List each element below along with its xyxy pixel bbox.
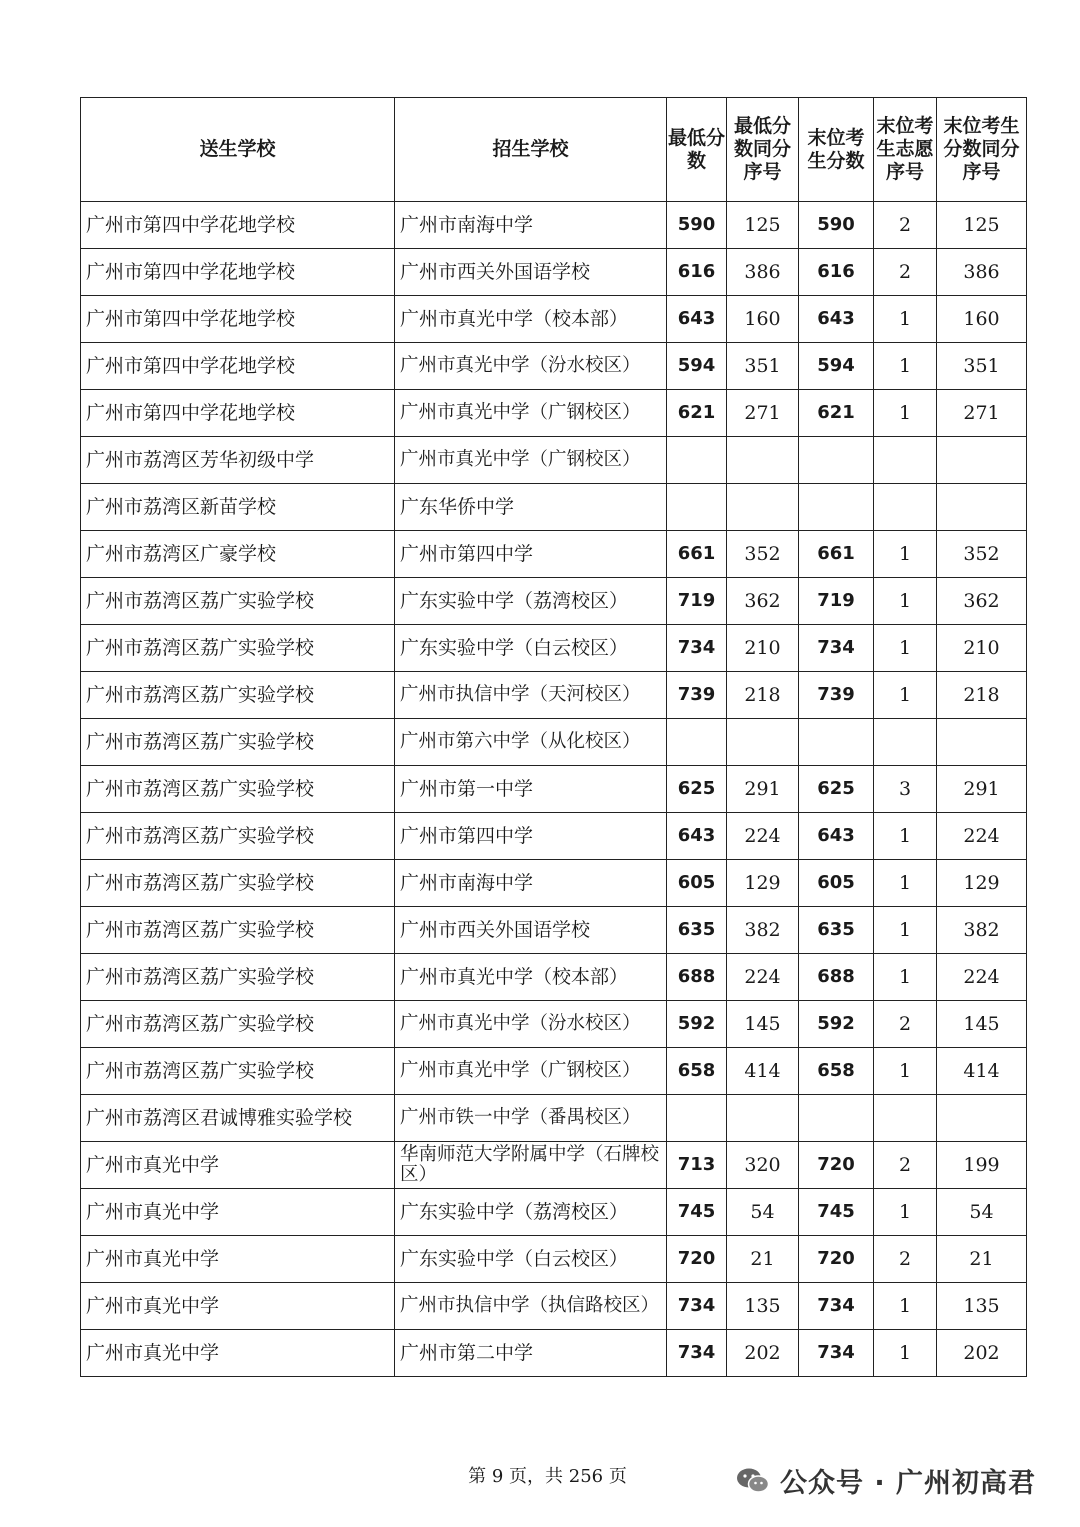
table-row <box>81 484 1027 531</box>
min-score-tie-rank-cell: 224 <box>727 813 799 860</box>
last-score-cell: 745 <box>799 1189 874 1236</box>
table-row <box>81 813 1027 860</box>
last-score-tie-rank-cell: 160 <box>937 296 1027 343</box>
last-choice-rank-cell: 2 <box>874 249 937 296</box>
min-score-tie-rank-cell: 210 <box>727 625 799 672</box>
table-row <box>81 1048 1027 1095</box>
sending-school-cell: 广州市真光中学 <box>81 1330 395 1377</box>
last-choice-rank-cell: 1 <box>874 907 937 954</box>
min-score-tie-rank-cell: 414 <box>727 1048 799 1095</box>
last-choice-rank-cell <box>874 1095 937 1142</box>
sending-school-cell: 广州市荔湾区荔广实验学校 <box>81 813 395 860</box>
min-score-cell: 616 <box>667 249 727 296</box>
last-score-tie-rank-cell <box>937 1095 1027 1142</box>
min-score-tie-rank-cell: 320 <box>727 1142 799 1189</box>
last-score-cell: 594 <box>799 343 874 390</box>
last-choice-rank-cell: 1 <box>874 813 937 860</box>
last-score-tie-rank-cell: 414 <box>937 1048 1027 1095</box>
min-score-tie-rank-cell: 224 <box>727 954 799 1001</box>
last-score-tie-rank-cell: 362 <box>937 578 1027 625</box>
header-min-score: 最低分数 <box>667 98 727 202</box>
last-choice-rank-cell: 1 <box>874 1189 937 1236</box>
admitting-school-cell: 广州市南海中学 <box>395 202 667 249</box>
min-score-cell: 719 <box>667 578 727 625</box>
last-choice-rank-cell: 1 <box>874 1330 937 1377</box>
sending-school-cell: 广州市第四中学花地学校 <box>81 390 395 437</box>
admitting-school-cell: 广州市真光中学（广钢校区） <box>395 1048 667 1095</box>
last-score-cell: 658 <box>799 1048 874 1095</box>
last-score-cell <box>799 1095 874 1142</box>
min-score-tie-rank-cell: 54 <box>727 1189 799 1236</box>
table-row <box>81 578 1027 625</box>
last-score-cell: 621 <box>799 390 874 437</box>
min-score-tie-rank-cell: 129 <box>727 860 799 907</box>
watermark-text: 公众号 · 广州初高君 <box>780 1468 1037 1499</box>
table-row <box>81 249 1027 296</box>
min-score-cell: 720 <box>667 1236 727 1283</box>
header-last-score-tie-rank: 末位考生分数同分序号 <box>937 98 1027 202</box>
sending-school-cell: 广州市荔湾区君诚博雅实验学校 <box>81 1095 395 1142</box>
admitting-school-cell: 广东实验中学（荔湾校区） <box>395 578 667 625</box>
min-score-tie-rank-cell <box>727 719 799 766</box>
last-score-tie-rank-cell <box>937 437 1027 484</box>
sending-school-cell: 广州市荔湾区荔广实验学校 <box>81 766 395 813</box>
last-choice-rank-cell: 1 <box>874 390 937 437</box>
last-score-cell <box>799 719 874 766</box>
admitting-school-cell: 广州市西关外国语学校 <box>395 249 667 296</box>
table-header-row <box>81 98 1027 202</box>
page-number: 第 9 页，共 256 页 <box>468 1466 627 1487</box>
admitting-school-cell: 广州市真光中学（校本部） <box>395 296 667 343</box>
table-row <box>81 437 1027 484</box>
min-score-tie-rank-cell <box>727 437 799 484</box>
admitting-school-cell: 广州市西关外国语学校 <box>395 907 667 954</box>
last-choice-rank-cell: 1 <box>874 531 937 578</box>
last-score-cell: 661 <box>799 531 874 578</box>
last-score-tie-rank-cell: 210 <box>937 625 1027 672</box>
last-score-cell: 734 <box>799 625 874 672</box>
last-choice-rank-cell: 2 <box>874 1142 937 1189</box>
table-row <box>81 1236 1027 1283</box>
admitting-school-cell: 广州市南海中学 <box>395 860 667 907</box>
admitting-school-cell: 广东华侨中学 <box>395 484 667 531</box>
last-score-tie-rank-cell: 125 <box>937 202 1027 249</box>
min-score-cell: 745 <box>667 1189 727 1236</box>
sending-school-cell: 广州市荔湾区广豪学校 <box>81 531 395 578</box>
min-score-tie-rank-cell: 125 <box>727 202 799 249</box>
table-row <box>81 766 1027 813</box>
sending-school-cell: 广州市第四中学花地学校 <box>81 249 395 296</box>
table-row <box>81 1001 1027 1048</box>
table-row <box>81 954 1027 1001</box>
admitting-school-cell: 广州市第六中学（从化校区） <box>395 719 667 766</box>
table-row <box>81 296 1027 343</box>
min-score-cell: 734 <box>667 625 727 672</box>
min-score-cell: 739 <box>667 672 727 719</box>
last-choice-rank-cell <box>874 437 937 484</box>
last-choice-rank-cell: 1 <box>874 1048 937 1095</box>
last-score-cell: 590 <box>799 202 874 249</box>
min-score-tie-rank-cell: 352 <box>727 531 799 578</box>
last-score-cell: 635 <box>799 907 874 954</box>
min-score-cell <box>667 719 727 766</box>
min-score-cell <box>667 437 727 484</box>
last-score-cell: 643 <box>799 296 874 343</box>
sending-school-cell: 广州市荔湾区荔广实验学校 <box>81 1048 395 1095</box>
last-score-tie-rank-cell: 54 <box>937 1189 1027 1236</box>
admitting-school-cell: 广州市真光中学（广钢校区） <box>395 390 667 437</box>
last-choice-rank-cell <box>874 719 937 766</box>
header-last-choice-rank: 末位考生志愿序号 <box>874 98 937 202</box>
last-score-tie-rank-cell: 351 <box>937 343 1027 390</box>
admitting-school-cell: 广东实验中学（荔湾校区） <box>395 1189 667 1236</box>
sending-school-cell: 广州市第四中学花地学校 <box>81 296 395 343</box>
last-choice-rank-cell: 1 <box>874 954 937 1001</box>
min-score-tie-rank-cell: 160 <box>727 296 799 343</box>
table-row <box>81 1142 1027 1189</box>
table-row <box>81 343 1027 390</box>
table-body <box>81 202 1027 1377</box>
table-row <box>81 625 1027 672</box>
admitting-school-cell: 广东实验中学（白云校区） <box>395 625 667 672</box>
last-score-cell <box>799 484 874 531</box>
sending-school-cell: 广州市荔湾区荔广实验学校 <box>81 1001 395 1048</box>
last-choice-rank-cell: 1 <box>874 296 937 343</box>
sending-school-cell: 广州市真光中学 <box>81 1236 395 1283</box>
last-score-cell: 605 <box>799 860 874 907</box>
min-score-cell <box>667 1095 727 1142</box>
sending-school-cell: 广州市荔湾区荔广实验学校 <box>81 860 395 907</box>
last-score-cell: 592 <box>799 1001 874 1048</box>
min-score-tie-rank-cell: 362 <box>727 578 799 625</box>
last-score-tie-rank-cell: 271 <box>937 390 1027 437</box>
last-score-tie-rank-cell: 202 <box>937 1330 1027 1377</box>
table-row <box>81 1330 1027 1377</box>
last-score-cell: 720 <box>799 1142 874 1189</box>
table-row <box>81 1095 1027 1142</box>
last-score-tie-rank-cell <box>937 484 1027 531</box>
last-score-cell: 616 <box>799 249 874 296</box>
header-min-score-tie-rank: 最低分数同分序号 <box>727 98 799 202</box>
table-row <box>81 1283 1027 1330</box>
sending-school-cell: 广州市荔湾区荔广实验学校 <box>81 954 395 1001</box>
min-score-tie-rank-cell: 382 <box>727 907 799 954</box>
last-score-tie-rank-cell: 218 <box>937 672 1027 719</box>
last-score-tie-rank-cell: 135 <box>937 1283 1027 1330</box>
last-score-cell <box>799 437 874 484</box>
last-score-tie-rank-cell: 352 <box>937 531 1027 578</box>
admitting-school-cell: 广州市第四中学 <box>395 813 667 860</box>
min-score-tie-rank-cell: 386 <box>727 249 799 296</box>
min-score-cell: 713 <box>667 1142 727 1189</box>
min-score-cell: 734 <box>667 1283 727 1330</box>
table-row <box>81 390 1027 437</box>
min-score-tie-rank-cell: 145 <box>727 1001 799 1048</box>
sending-school-cell: 广州市荔湾区新苗学校 <box>81 484 395 531</box>
last-choice-rank-cell: 3 <box>874 766 937 813</box>
admitting-school-cell: 广州市执信中学（天河校区） <box>395 672 667 719</box>
sending-school-cell: 广州市荔湾区荔广实验学校 <box>81 625 395 672</box>
sending-school-cell: 广州市第四中学花地学校 <box>81 343 395 390</box>
sending-school-cell: 广州市荔湾区荔广实验学校 <box>81 578 395 625</box>
table-row <box>81 531 1027 578</box>
admitting-school-cell: 广州市第一中学 <box>395 766 667 813</box>
last-choice-rank-cell: 1 <box>874 860 937 907</box>
sending-school-cell: 广州市真光中学 <box>81 1142 395 1189</box>
admitting-school-cell: 广州市第四中学 <box>395 531 667 578</box>
admitting-school-cell: 华南师范大学附属中学（石牌校区） <box>395 1142 667 1189</box>
sending-school-cell: 广州市第四中学花地学校 <box>81 202 395 249</box>
last-score-cell: 734 <box>799 1330 874 1377</box>
min-score-tie-rank-cell <box>727 484 799 531</box>
last-score-tie-rank-cell: 145 <box>937 1001 1027 1048</box>
last-score-tie-rank-cell: 21 <box>937 1236 1027 1283</box>
min-score-tie-rank-cell <box>727 1095 799 1142</box>
min-score-tie-rank-cell: 291 <box>727 766 799 813</box>
table-row <box>81 907 1027 954</box>
min-score-cell: 658 <box>667 1048 727 1095</box>
wechat-icon <box>736 1467 770 1495</box>
last-choice-rank-cell: 2 <box>874 1236 937 1283</box>
header-sending-school: 送生学校 <box>81 98 395 202</box>
sending-school-cell: 广州市荔湾区荔广实验学校 <box>81 907 395 954</box>
last-score-cell: 625 <box>799 766 874 813</box>
last-score-cell: 643 <box>799 813 874 860</box>
sending-school-cell: 广州市荔湾区荔广实验学校 <box>81 672 395 719</box>
min-score-cell: 688 <box>667 954 727 1001</box>
min-score-cell: 661 <box>667 531 727 578</box>
min-score-tie-rank-cell: 271 <box>727 390 799 437</box>
last-score-tie-rank-cell: 291 <box>937 766 1027 813</box>
last-choice-rank-cell: 1 <box>874 625 937 672</box>
last-choice-rank-cell: 1 <box>874 343 937 390</box>
last-score-cell: 720 <box>799 1236 874 1283</box>
last-score-tie-rank-cell: 386 <box>937 249 1027 296</box>
table-row <box>81 202 1027 249</box>
last-score-tie-rank-cell: 129 <box>937 860 1027 907</box>
min-score-cell: 621 <box>667 390 727 437</box>
admitting-school-cell: 广州市执信中学（执信路校区） <box>395 1283 667 1330</box>
last-score-cell: 688 <box>799 954 874 1001</box>
min-score-tie-rank-cell: 351 <box>727 343 799 390</box>
last-choice-rank-cell: 1 <box>874 578 937 625</box>
last-score-cell: 734 <box>799 1283 874 1330</box>
min-score-cell: 643 <box>667 813 727 860</box>
min-score-tie-rank-cell: 135 <box>727 1283 799 1330</box>
min-score-cell: 643 <box>667 296 727 343</box>
last-choice-rank-cell <box>874 484 937 531</box>
min-score-cell: 594 <box>667 343 727 390</box>
min-score-cell: 635 <box>667 907 727 954</box>
table-row <box>81 719 1027 766</box>
min-score-cell: 734 <box>667 1330 727 1377</box>
min-score-tie-rank-cell: 202 <box>727 1330 799 1377</box>
table-row <box>81 672 1027 719</box>
admitting-school-cell: 广州市铁一中学（番禺校区） <box>395 1095 667 1142</box>
header-admitting-school: 招生学校 <box>395 98 667 202</box>
last-score-cell: 719 <box>799 578 874 625</box>
admitting-school-cell: 广州市第二中学 <box>395 1330 667 1377</box>
min-score-cell: 590 <box>667 202 727 249</box>
min-score-tie-rank-cell: 218 <box>727 672 799 719</box>
admitting-school-cell: 广州市真光中学（汾水校区） <box>395 343 667 390</box>
header-last-score: 末位考生分数 <box>799 98 874 202</box>
last-choice-rank-cell: 2 <box>874 202 937 249</box>
last-score-tie-rank-cell: 224 <box>937 954 1027 1001</box>
table-row <box>81 860 1027 907</box>
admitting-school-cell: 广州市真光中学（校本部） <box>395 954 667 1001</box>
last-score-tie-rank-cell: 382 <box>937 907 1027 954</box>
table-row <box>81 1189 1027 1236</box>
watermark <box>736 1461 1036 1500</box>
last-score-tie-rank-cell: 224 <box>937 813 1027 860</box>
admitting-school-cell: 广州市真光中学（汾水校区） <box>395 1001 667 1048</box>
sending-school-cell: 广州市真光中学 <box>81 1283 395 1330</box>
sending-school-cell: 广州市真光中学 <box>81 1189 395 1236</box>
last-score-tie-rank-cell: 199 <box>937 1142 1027 1189</box>
min-score-cell: 592 <box>667 1001 727 1048</box>
admitting-school-cell: 广州市真光中学（广钢校区） <box>395 437 667 484</box>
last-choice-rank-cell: 1 <box>874 1283 937 1330</box>
last-score-tie-rank-cell <box>937 719 1027 766</box>
min-score-cell: 605 <box>667 860 727 907</box>
last-score-cell: 739 <box>799 672 874 719</box>
sending-school-cell: 广州市荔湾区芳华初级中学 <box>81 437 395 484</box>
admission-score-table <box>80 97 1027 1377</box>
last-choice-rank-cell: 1 <box>874 672 937 719</box>
sending-school-cell: 广州市荔湾区荔广实验学校 <box>81 719 395 766</box>
admitting-school-cell: 广东实验中学（白云校区） <box>395 1236 667 1283</box>
min-score-cell: 625 <box>667 766 727 813</box>
min-score-cell <box>667 484 727 531</box>
min-score-tie-rank-cell: 21 <box>727 1236 799 1283</box>
last-choice-rank-cell: 2 <box>874 1001 937 1048</box>
